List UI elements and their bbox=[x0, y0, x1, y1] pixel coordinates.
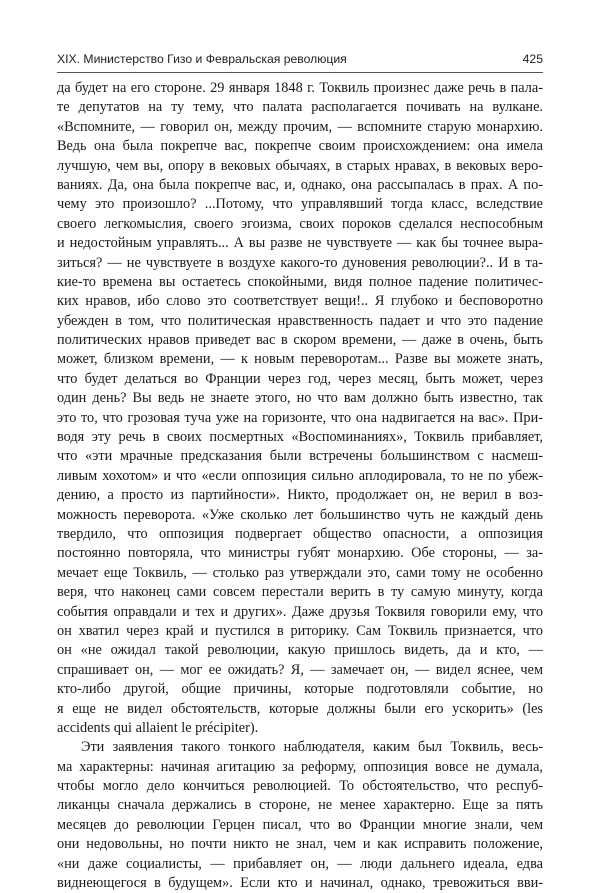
text-line: дению, а просто из партийности». Никто, продолжает он, не верил в воз- bbox=[57, 487, 543, 504]
text-line: один день? Вы ведь не знаете этого, но что вам должно быть известно, так bbox=[57, 390, 543, 407]
text-line: зиться? — не чувствуете в воздухе какого-то дуновения революции?.. И в та- bbox=[57, 254, 543, 271]
text-line: это то, что грозовая туча уже на горизонте, что она надвигается на вас». При- bbox=[57, 409, 543, 426]
page-number: 425 bbox=[522, 52, 543, 66]
text-line: кто-либо другой, общие причины, которые подготовляли событие, но bbox=[57, 681, 543, 698]
text-line: accidents qui allaient le précipiter). bbox=[57, 719, 259, 736]
text-line: месяцев до революции Герцен писал, что во Франции многие знали, чем bbox=[57, 816, 543, 833]
text-line: «Вспомните, — говорил он, между прочим, — вспомните старую монархию. bbox=[57, 118, 543, 135]
text-line: что будет делаться во Франции через год, через месяц, быть может, через bbox=[57, 370, 543, 387]
text-line: постоянно повторяла, что министры губят монархию. Обе стороны, — за- bbox=[57, 545, 543, 562]
text-line: политических нравов приведет вас в скором времени, — даже в очень, быть bbox=[57, 332, 543, 349]
text-line: я еще не видел обстоятельств, которые должны были его ускорить» (les bbox=[57, 700, 543, 717]
text-line: он «не ожидал такой революции, какую пришлось видеть, да и кто, — bbox=[57, 642, 543, 659]
text-line: кие-то времена вы остаетесь спокойными, видя полное падение политичес- bbox=[57, 273, 543, 290]
chapter-title: XIX. Министерство Гизо и Февральская революция bbox=[57, 52, 347, 66]
text-line: лучшую, чем вы, опору в вековых обычаях, в старых нравах, в вековых веро- bbox=[57, 157, 543, 174]
text-line: убежден в том, что политическая нравственность падает и что это падение bbox=[57, 312, 543, 329]
text-line: спрашивает он, — мог ее ожидать? Я, — замечает он, — видел яснее, чем bbox=[57, 661, 543, 678]
text-line: может, близком времени, — к новым переворотам... Разве вы можете знать, bbox=[57, 351, 543, 368]
text-line: события оправдали и тех и других». Даже друзья Токвиля говорили ему, что bbox=[57, 603, 543, 620]
text-line: можность переворота. «Уже сколько лет большинство чуть не каждый день bbox=[57, 506, 543, 523]
text-line: они недовольны, но почти никто не знал, чем и как исправить положение, bbox=[57, 836, 543, 853]
text-line: ваниях. Да, она была покрепче вас, и, однако, она рассыпалась в прах. А по- bbox=[57, 176, 543, 193]
text-line: он хватил через край и пустился в риторику. Сам Токвиль признается, что bbox=[57, 622, 543, 639]
running-head bbox=[57, 52, 543, 66]
text-line: те депутатов на ту тему, что палата располагается почивать на вулкане. bbox=[57, 99, 543, 116]
text-line: веря, что наконец сами совсем перестали верить в ту самую минуту, когда bbox=[57, 584, 543, 601]
text-line: водя эту речь в своих посмертных «Воспоминаниях», Токвиль прибавляет, bbox=[57, 429, 543, 446]
paragraph bbox=[57, 738, 543, 893]
text-line: мечает еще Токвиль, — столько раз утверждали это, сами тому не особенно bbox=[57, 564, 543, 581]
text-line: да будет на его стороне. 29 января 1848 г. Токвиль произнес даже речь в пала- bbox=[57, 80, 543, 96]
text-line: ких нравов, ибо слово это соответствует вещи!.. Я глубоко и бесповоротно bbox=[57, 293, 543, 310]
text-line: Ведь она была покрепче вас, покрепче своим происхождением: она имела bbox=[57, 138, 543, 155]
header-rule bbox=[57, 72, 543, 73]
text-line: твердило, что оппозиция подвергает общество опасности, а оппозиция bbox=[57, 525, 543, 542]
paragraph bbox=[57, 79, 543, 738]
text-line: ликанцы сначала держались в стороне, не менее характерно. Еще за пять bbox=[57, 797, 543, 814]
text-line: чему это произошло? ...Потому, что управлявший тогда класс, вследствие bbox=[57, 196, 543, 213]
text-line: чтобы могло дело кончиться революцией. То обстоятельство, что респуб- bbox=[57, 778, 543, 795]
text-line: ливым хохотом» и что «если оппозиция сильно аплодировала, то не по убеж- bbox=[57, 467, 543, 484]
text-line: Эти заявления такого тонкого наблюдателя, каким был Токвиль, весь- bbox=[81, 739, 543, 756]
text-line: виднеющегося в будущем». Если кто и начинал, однако, тревожиться вви- bbox=[57, 875, 543, 892]
body-text bbox=[57, 79, 543, 893]
text-line: и недостойным управлять... А вы разве не чувствуете — как бы точнее выра- bbox=[57, 235, 543, 252]
text-line: что «эти мрачные предсказания были встречены большинством с насмеш- bbox=[57, 448, 543, 465]
text-line: «ни даже социалисты, — прибавляет он, — люди дальнего идеала, едва bbox=[57, 855, 543, 872]
text-line: своего легкомыслия, своего эгоизма, своих пороков сделался неспособным bbox=[57, 215, 543, 232]
text-line: ма характерны: начиная агитацию за реформу, оппозиция вовсе не думала, bbox=[57, 758, 543, 775]
